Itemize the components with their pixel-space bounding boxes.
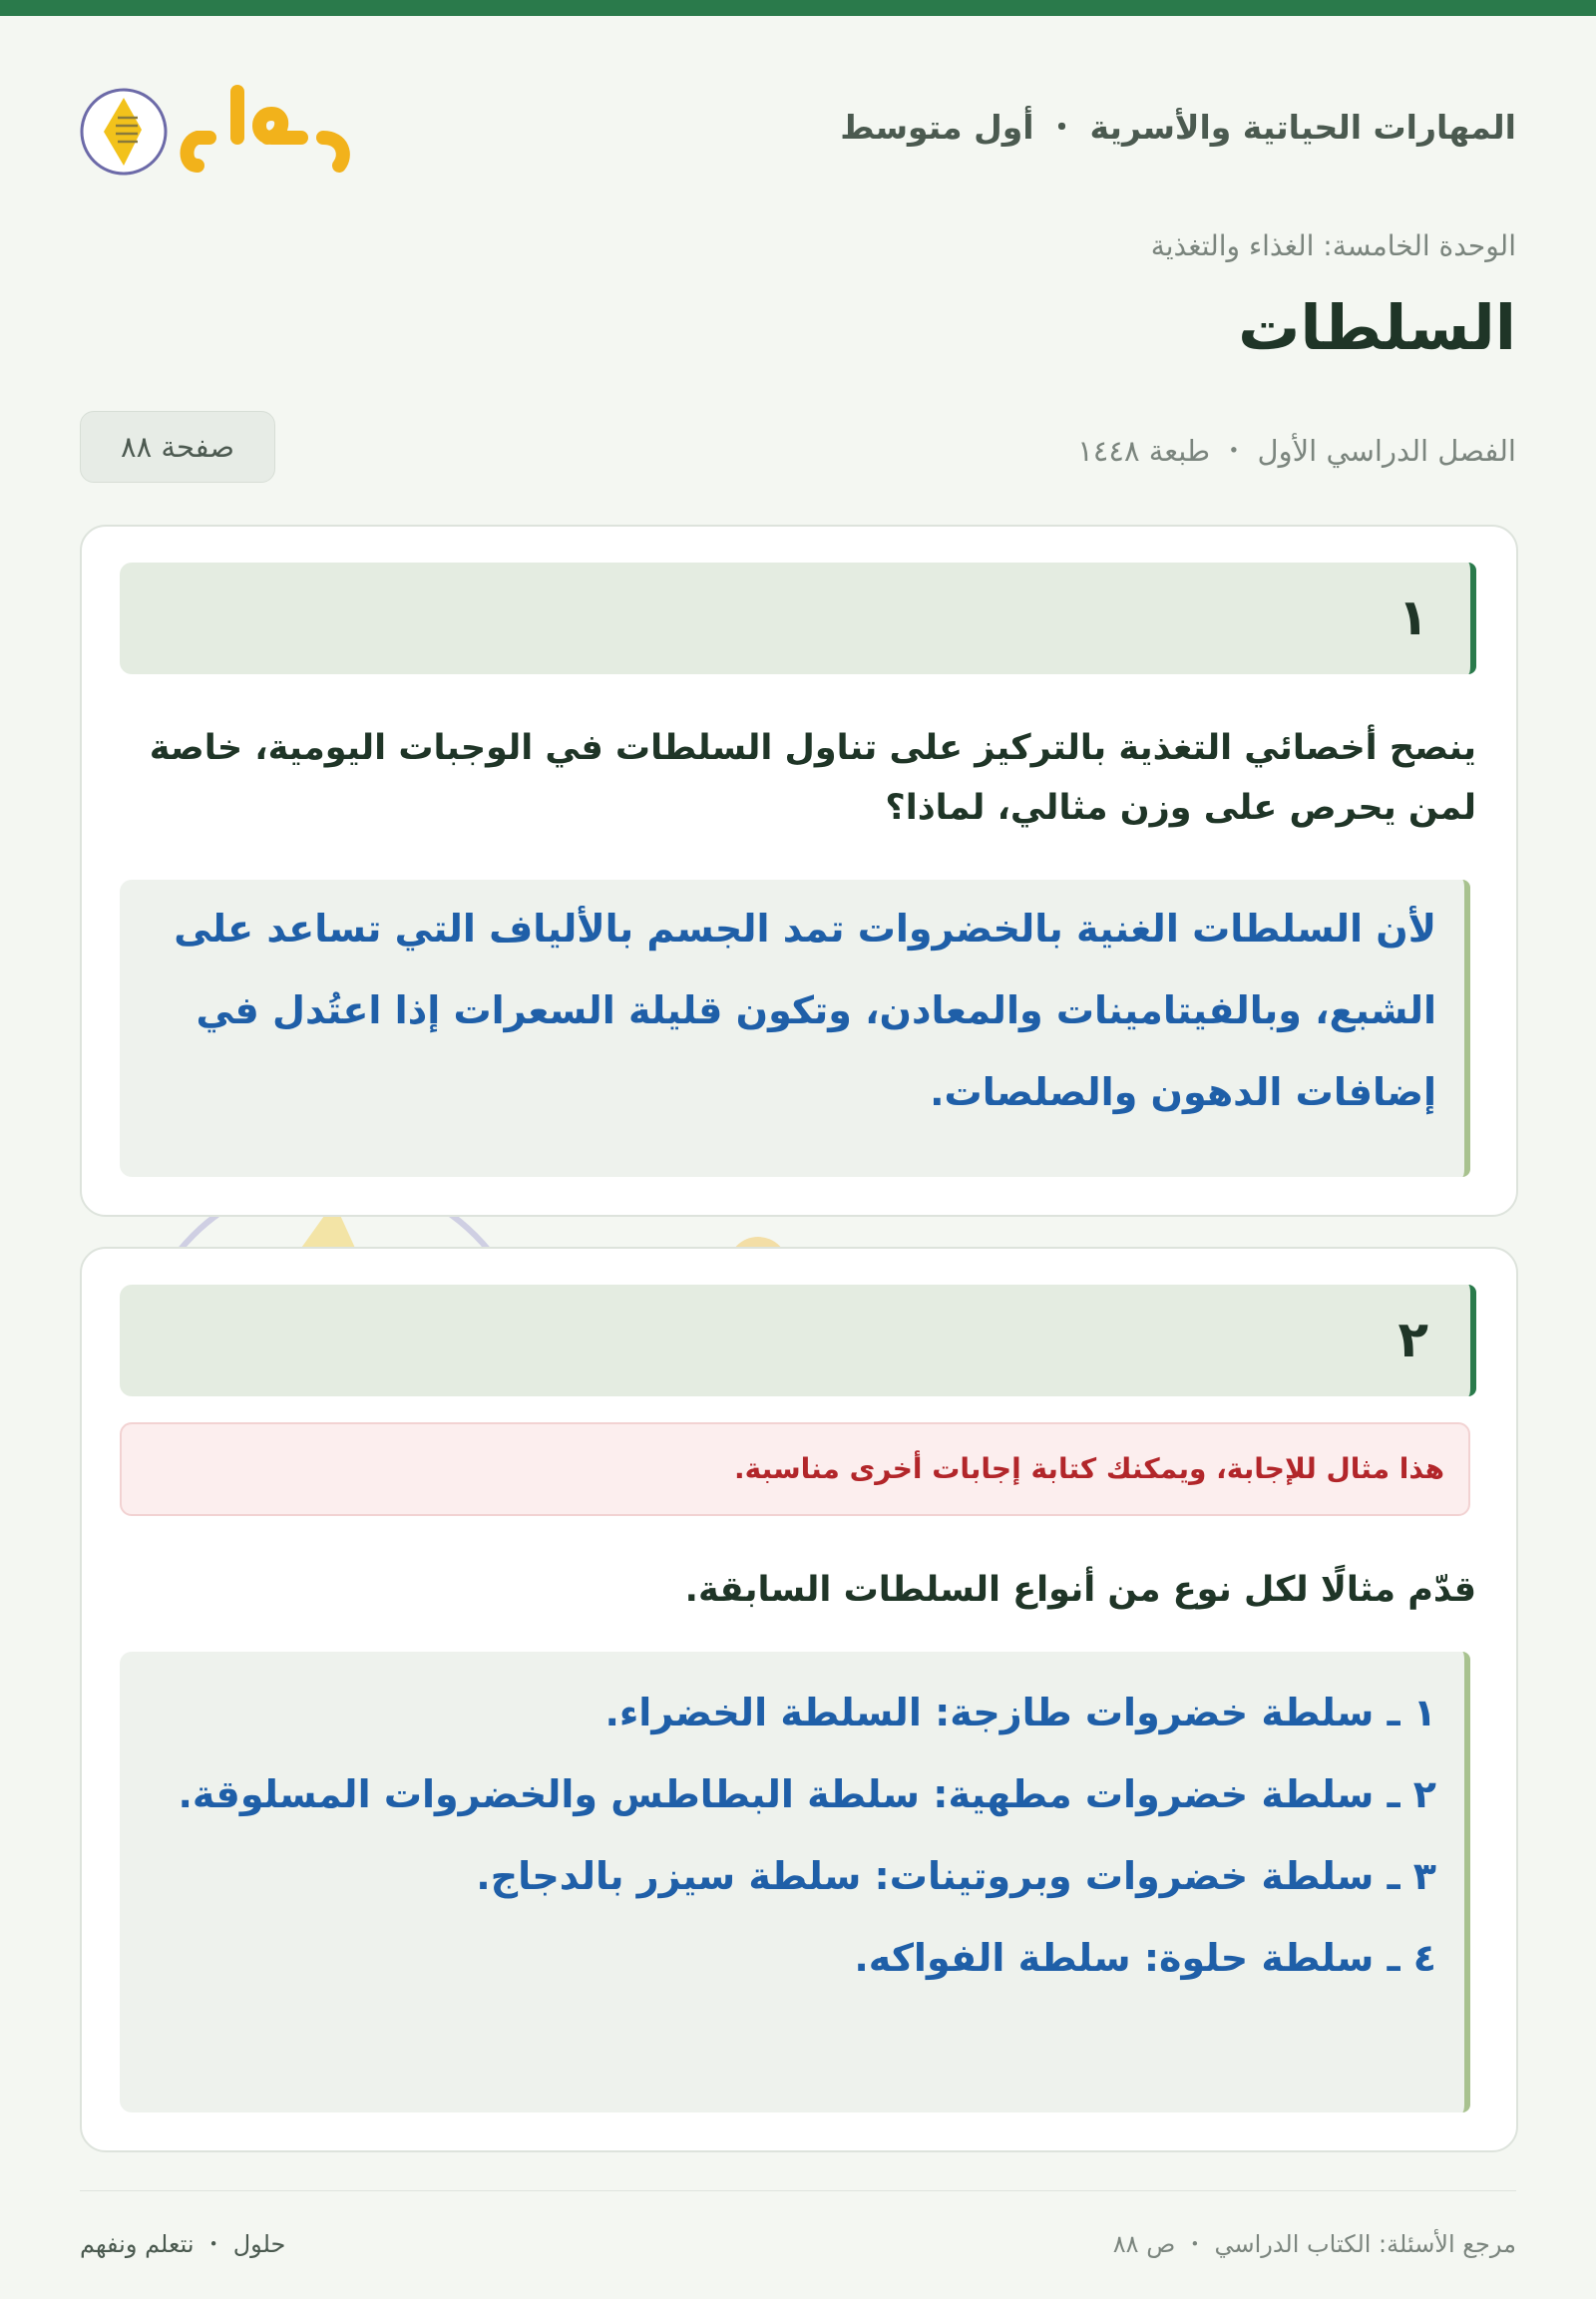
question-card-2 [80, 1247, 1518, 2152]
answer-line: ١ ـ سلطة خضروات طازجة: السلطة الخضراء. [604, 1691, 1436, 1734]
answer-line: ٣ ـ سلطة خضروات وبروتينات: سلطة سيزر بالدجاج. [476, 1854, 1436, 1898]
question-header-2 [120, 1285, 1476, 1396]
footer-reference: مرجع الأسئلة: الكتاب الدراسي ・ ص ٨٨ [1112, 2230, 1516, 2258]
semester-label: الفصل الدراسي الأول ・ طبعة ١٤٤٨ [1077, 434, 1516, 468]
answer-box-2 [120, 1652, 1470, 2112]
lesson-title: السلطات [1238, 291, 1516, 364]
subject-title: المهارات الحياتية والأسرية ・ أول متوسط [840, 108, 1516, 147]
answer-box-1 [120, 880, 1470, 1177]
top-accent-bar [0, 0, 1596, 16]
answer-text: لأن السلطات الغنية بالخضروات تمد الجسم بالألياف التي تساعد على الشبع، وبالفيتامينات والمعادن، وتكون قليلة السعرات إذا اعتُدل في إضافات الدهون والصلصات. [174, 907, 1436, 1114]
question-header-1 [120, 563, 1476, 674]
answer-line: ٤ ـ سلطة حلوة: سلطة الفواكه. [854, 1936, 1436, 1980]
example-note [120, 1422, 1470, 1516]
question-number: ١ [1397, 588, 1428, 646]
footer-brand[interactable]: حلول ・ نتعلم ونفهم [80, 2230, 286, 2258]
page-badge: صفحة ٨٨ [80, 411, 275, 483]
unit-label: الوحدة الخامسة: الغذاء والتغذية [1150, 229, 1516, 262]
answer-line: ٢ ـ سلطة خضروات مطهية: سلطة البطاطس والخضروات المسلوقة. [178, 1772, 1436, 1816]
hulul-logo[interactable] [80, 70, 369, 180]
footer-divider [80, 2190, 1516, 2191]
question-text: قدّم مثالًا لكل نوع من أنواع السلطات السابقة. [684, 1570, 1476, 1610]
question-number: ٢ [1397, 1311, 1428, 1368]
question-text: ينصح أخصائي التغذية بالتركيز على تناول السلطات في الوجبات اليومية، خاصة لمن يحرص على وزن مثالي، لماذا؟ [149, 728, 1476, 828]
example-note-text: هذا مثال للإجابة، ويمكنك كتابة إجابات أخرى مناسبة. [734, 1452, 1444, 1485]
page-header [80, 70, 1516, 180]
question-card-1 [80, 525, 1518, 1217]
